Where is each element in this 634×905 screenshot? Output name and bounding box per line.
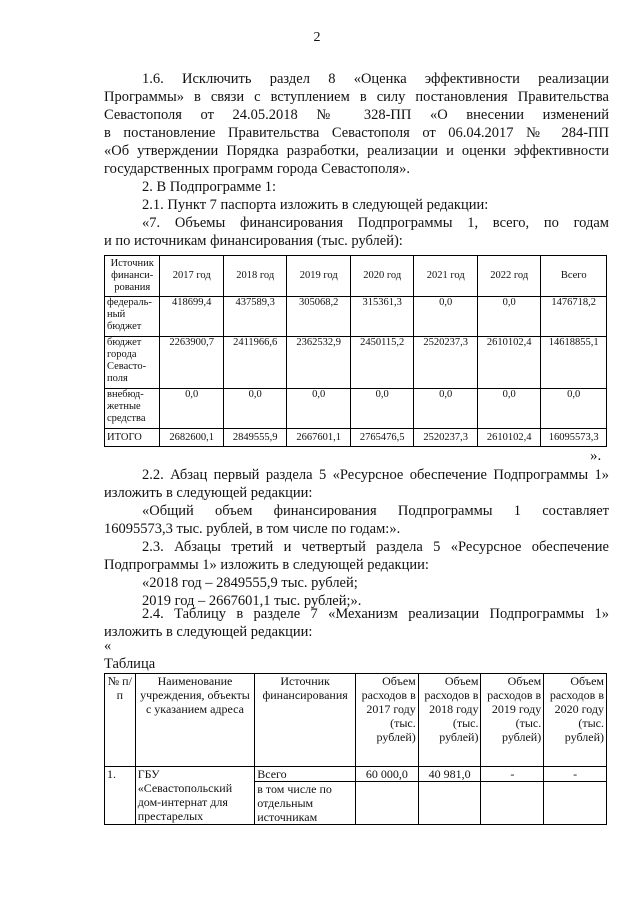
paragraph-2-2	[104, 466, 609, 502]
paragraph-2-3	[104, 538, 609, 574]
text-line: «Общий объем финансирования Подпрограммы 1 составляет	[142, 503, 609, 519]
header-cell: Наименование учреждения, объекты с указанием адреса	[135, 674, 255, 767]
paragraph-total-quote	[104, 502, 609, 538]
paragraph-2018: «2018 год – 2849555,9 тыс. рублей;	[142, 575, 358, 591]
table-cell: 0,0	[350, 389, 414, 429]
table-cell: 60 000,0	[356, 767, 419, 782]
table-cell: 0,0	[414, 297, 478, 337]
table-cell: 2411966,6	[223, 337, 287, 389]
table-cell: 2263900,7	[160, 337, 224, 389]
funding-table	[104, 255, 607, 447]
header-cell: 2017 год	[160, 256, 224, 297]
header-cell: Объем расходов в 2019 году (тыс. рублей)	[481, 674, 544, 767]
table-cell: 2520237,3	[414, 337, 478, 389]
text-line: «Об утверждении Порядка разработки, реализации и оценки эффективности	[104, 143, 609, 159]
table-cell: 2610102,4	[477, 429, 541, 447]
table-cell: 2362532,9	[287, 337, 351, 389]
table-header-row	[105, 256, 607, 297]
row-label: внебюд-жетные средства	[105, 389, 160, 429]
header-cell: Объем расходов в 2018 году (тыс. рублей)	[418, 674, 481, 767]
header-cell: 2018 год	[223, 256, 287, 297]
mechanism-table	[104, 673, 607, 825]
row-label: бюджет города Севасто-поля	[105, 337, 160, 389]
header-cell: Объем расходов в 2020 году (тыс. рублей)	[544, 674, 607, 767]
table-total-row	[105, 429, 607, 447]
table-cell	[544, 782, 607, 825]
header-cell: 2019 год	[287, 256, 351, 297]
funding-source: Всего	[255, 767, 356, 782]
table-header-row	[105, 674, 607, 767]
text-line: в постановление Правительства Севастополя от 06.04.2017 № 284-ПП	[104, 125, 609, 141]
page-number: 2	[313, 30, 321, 45]
text-line: 1.6. Исключить раздел 8 «Оценка эффективности реализации	[142, 71, 609, 87]
table-cell: 0,0	[414, 389, 478, 429]
header-cell: 2020 год	[350, 256, 414, 297]
table-row	[105, 389, 607, 429]
table-cell: 2520237,3	[414, 429, 478, 447]
table-cell	[481, 782, 544, 825]
text-line: Севастополя от 24.05.2018 № 328-ПП «О внесении изменений	[104, 107, 609, 123]
text-line: 2.2. Абзац первый раздела 5 «Ресурсное обеспечение Подпрограммы 1»	[142, 467, 609, 483]
table-cell: -	[481, 767, 544, 782]
table-cell: 0,0	[160, 389, 224, 429]
header-cell: 2021 год	[414, 256, 478, 297]
text-line: 16095573,3 тыс. рублей, в том числе по годам:».	[104, 521, 401, 537]
header-cell: 2022 год	[477, 256, 541, 297]
row-number: 1.	[105, 767, 136, 825]
table-cell: 1476718,2	[541, 297, 607, 337]
table-cell	[356, 782, 419, 825]
table-cell: 2849555,9	[223, 429, 287, 447]
text-line: государственных программ города Севастополя».	[104, 161, 410, 177]
opening-quote: «	[104, 638, 112, 654]
table-cell: 0,0	[223, 389, 287, 429]
header-cell: № п/п	[105, 674, 136, 767]
table-cell: 2667601,1	[287, 429, 351, 447]
paragraph-2-4	[104, 605, 609, 641]
table-cell: 0,0	[287, 389, 351, 429]
header-cell: Источник финанси-рования	[105, 256, 160, 297]
table-cell: 0,0	[477, 297, 541, 337]
text-line: 2.3. Абзацы третий и четвертый раздела 5 «Ресурсное обеспечение	[142, 539, 609, 555]
row-label: ИТОГО	[105, 429, 160, 447]
table-caption: Таблица	[104, 656, 156, 672]
paragraph-2-1: 2.1. Пункт 7 паспорта изложить в следующей редакции:	[142, 197, 489, 213]
table-cell	[418, 782, 481, 825]
paragraph-1-6	[104, 70, 609, 178]
text-line: изложить в следующей редакции:	[104, 624, 313, 640]
funding-source: в том числе по отдельным источникам	[255, 782, 356, 825]
paragraph-2019: 2019 год – 2667601,1 тыс. рублей;».	[142, 593, 362, 609]
header-cell: Объем расходов в 2017 году (тыс. рублей)	[356, 674, 419, 767]
header-cell: Всего	[541, 256, 607, 297]
text-line: изложить в следующей редакции:	[104, 485, 313, 501]
table-cell: 2610102,4	[477, 337, 541, 389]
text-line: «7. Объемы финансирования Подпрограммы 1, всего, по годам	[142, 215, 609, 231]
table-cell: 0,0	[477, 389, 541, 429]
paragraph-2: 2. В Подпрограмме 1:	[142, 179, 277, 195]
table-cell: 437589,3	[223, 297, 287, 337]
table-cell: 2765476,5	[350, 429, 414, 447]
header-cell: Источник финансирования	[255, 674, 356, 767]
table-row	[105, 297, 607, 337]
institution-name: ГБУ «Севастопольский дом-интернат для престарелых	[135, 767, 255, 825]
text-line: Программы» в связи с вступлением в силу постановления Правительства	[104, 89, 609, 105]
table-cell: 2450115,2	[350, 337, 414, 389]
table-cell: 418699,4	[160, 297, 224, 337]
table-cell: -	[544, 767, 607, 782]
text-line: Подпрограммы 1» изложить в следующей редакции:	[104, 557, 429, 573]
text-line: 2.4. Таблицу в разделе 7 «Механизм реализации Подпрограммы 1»	[142, 606, 609, 622]
paragraph-7-quote	[104, 214, 609, 250]
table-cell: 0,0	[541, 389, 607, 429]
table-cell: 305068,2	[287, 297, 351, 337]
table-cell: 315361,3	[350, 297, 414, 337]
text-line: и по источникам финансирования (тыс. рублей):	[104, 233, 403, 249]
row-label: федераль-ный бюджет	[105, 297, 160, 337]
table-cell: 14618855,1	[541, 337, 607, 389]
table-cell: 40 981,0	[418, 767, 481, 782]
table-row	[105, 337, 607, 389]
table-cell: 16095573,3	[541, 429, 607, 447]
table-row	[105, 767, 607, 782]
table-cell: 2682600,1	[160, 429, 224, 447]
closing-quote: ».	[590, 448, 602, 464]
